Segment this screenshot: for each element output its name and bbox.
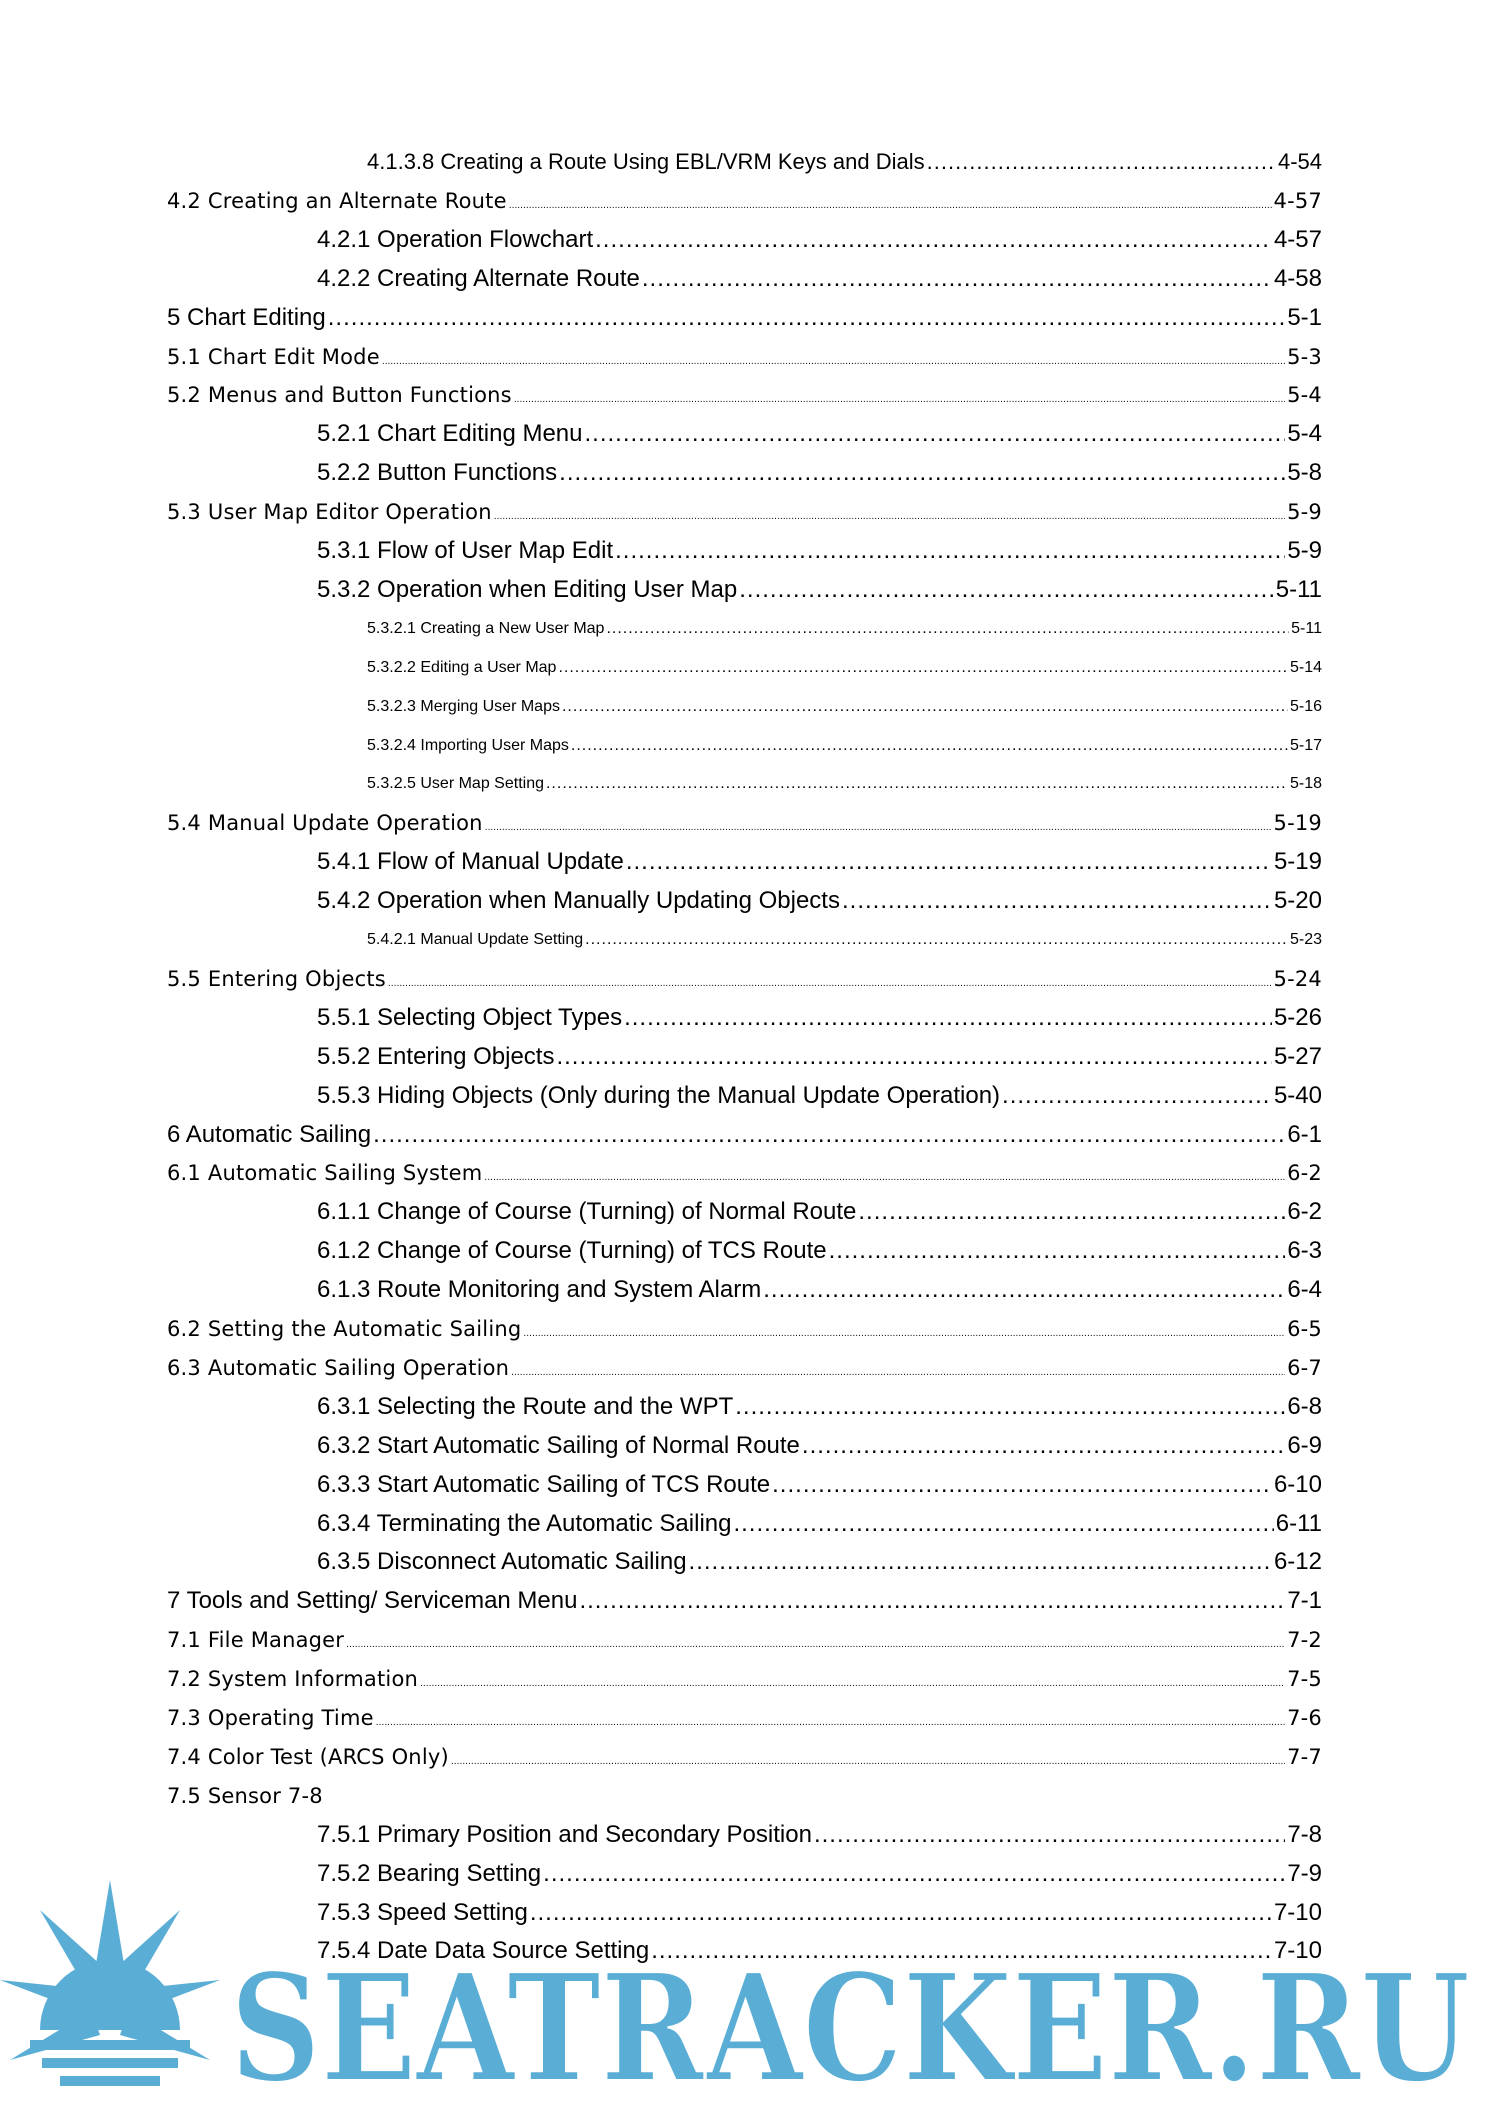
toc-entry-page: 5-9: [1287, 500, 1322, 525]
dot-leader: [772, 1466, 1272, 1504]
toc-entry[interactable]: [167, 493, 1322, 531]
dot-leader: [514, 376, 1285, 419]
dot-leader: [388, 960, 1272, 1003]
toc-entry[interactable]: [317, 571, 1322, 609]
dot-leader: [523, 1310, 1285, 1353]
toc-entry[interactable]: [367, 727, 1322, 765]
toc-entry-title: 7.3 Operating Time: [167, 1706, 374, 1730]
dot-leader: [484, 1154, 1285, 1197]
toc-entry[interactable]: [167, 182, 1322, 220]
toc-entry-title: 5 Chart Editing: [167, 303, 326, 331]
toc-entry[interactable]: [167, 1310, 1322, 1348]
toc-entry-page: 6-5: [1287, 1317, 1322, 1341]
dot-leader: [546, 765, 1288, 803]
toc-entry-page: 5-9: [1287, 537, 1322, 564]
toc-entry-title: 6.2 Setting the Automatic Sailing: [167, 1317, 522, 1341]
toc-entry[interactable]: [317, 843, 1322, 881]
toc-entry[interactable]: [367, 610, 1322, 648]
toc-entry-page: 5-24: [1273, 966, 1322, 991]
toc-entry-page: 7-10: [1273, 1898, 1322, 1926]
toc-entry-title: 6.1.1 Change of Course (Turning) of Normal Route: [317, 1198, 857, 1226]
toc-entry-title: 5.3.2.4 Importing User Maps: [367, 736, 569, 754]
toc-entry-title: 7.5.3 Speed Setting: [317, 1898, 528, 1926]
toc-entry[interactable]: [167, 1621, 1322, 1659]
toc-entry-page: 5-3: [1287, 344, 1322, 369]
dot-leader: [373, 1116, 1285, 1154]
toc-entry-title: 7.5 Sensor 7-8: [167, 1783, 323, 1808]
dot-leader: [509, 182, 1272, 225]
dot-leader: [382, 338, 1285, 381]
toc-entry-page: 6-4: [1287, 1276, 1322, 1304]
toc-entry-title: 5.3.2.5 User Map Setting: [367, 775, 544, 793]
toc-entry-title: 6.1 Automatic Sailing System: [167, 1161, 483, 1186]
toc-entry-title: 5.5.2 Entering Objects: [317, 1042, 555, 1070]
toc-entry-title: 4.2.2 Creating Alternate Route: [317, 264, 640, 292]
dot-leader: [626, 843, 1272, 881]
toc-entry-page: 7-2: [1287, 1628, 1322, 1653]
toc-entry-title: 5.3.2.3 Merging User Maps: [367, 697, 560, 715]
toc-entry-title: 7.5.4 Date Data Source Setting: [317, 1937, 650, 1965]
toc-entry-title: 5.3.2 Operation when Editing User Map: [317, 575, 738, 603]
toc-entry-title: 5.4.2 Operation when Manually Updating Objects: [317, 887, 840, 915]
dot-leader: [328, 299, 1286, 337]
toc-entry[interactable]: [317, 454, 1322, 492]
toc-entry-title: 6.3.4 Terminating the Automatic Sailing: [317, 1509, 732, 1537]
toc-entry-title: 7.4 Color Test (ARCS Only): [167, 1744, 449, 1769]
toc-entry-page: 5-40: [1273, 1081, 1322, 1109]
toc-entry-page: 5-27: [1273, 1042, 1322, 1070]
dot-leader: [556, 1038, 1271, 1076]
toc-entry[interactable]: [167, 1738, 1322, 1776]
dot-leader: [558, 649, 1288, 687]
toc-entry-page: 7-1: [1287, 1587, 1322, 1615]
toc-entry[interactable]: [317, 1271, 1322, 1309]
toc-entry-title: 5.5.3 Hiding Objects (Only during the Manual Update Operation): [317, 1081, 1001, 1109]
toc-entry[interactable]: [167, 299, 1322, 337]
toc-entry[interactable]: [167, 804, 1322, 842]
toc-entry[interactable]: [167, 1660, 1322, 1698]
toc-entry-page: 5-19: [1273, 811, 1322, 836]
toc-entry[interactable]: [317, 882, 1322, 920]
dot-leader: [642, 260, 1272, 298]
toc-entry[interactable]: [167, 376, 1322, 414]
toc-entry[interactable]: [367, 921, 1322, 959]
toc-entry-title: 6.1.2 Change of Course (Turning) of TCS Route: [317, 1237, 827, 1265]
dot-leader: [420, 1660, 1285, 1703]
dot-leader: [585, 921, 1288, 959]
toc-entry-title: 5.3.2.1 Creating a New User Map: [367, 619, 605, 637]
watermark-text: SEATRACKER.RU: [230, 1941, 1470, 2104]
toc-entry[interactable]: [367, 765, 1322, 803]
dot-leader: [739, 571, 1274, 609]
toc-entry-page: 7-5: [1287, 1667, 1322, 1692]
toc-entry-title: 6.3.1 Selecting the Route and the WPT: [317, 1392, 734, 1420]
dot-leader: [763, 1271, 1285, 1309]
toc-entry-page: 6-10: [1273, 1470, 1322, 1498]
toc-entry-page: 5-16: [1289, 697, 1322, 715]
toc-entry[interactable]: [167, 1699, 1322, 1737]
toc-entry-page: 5-1: [1287, 303, 1322, 331]
toc-entry-title: 6.3.2 Start Automatic Sailing of Normal Route: [317, 1431, 800, 1459]
toc-entry-title: 5.2.2 Button Functions: [317, 459, 558, 487]
toc-entry-title: 6.3.3 Start Automatic Sailing of TCS Route: [317, 1470, 771, 1498]
toc-entry-title: 4.1.3.8 Creating a Route Using EBL/VRM Keys and Dials: [367, 149, 925, 174]
toc-entry-page: 5-14: [1289, 658, 1322, 676]
toc-entry-title: 6.1.3 Route Monitoring and System Alarm: [317, 1276, 762, 1304]
toc-entry-title: 4.2 Creating an Alternate Route: [167, 188, 507, 213]
dot-leader: [585, 415, 1286, 453]
toc-entry[interactable]: [167, 1582, 1322, 1620]
toc-entry-page: 6-12: [1273, 1548, 1322, 1576]
toc-entry[interactable]: [317, 1543, 1322, 1581]
toc-entry[interactable]: [317, 999, 1322, 1037]
dot-leader: [814, 1816, 1285, 1854]
dot-leader: [802, 1427, 1285, 1465]
toc-entry[interactable]: [167, 1154, 1322, 1192]
toc-entry[interactable]: [317, 1232, 1322, 1270]
toc-entry-page: 6-2: [1287, 1161, 1322, 1186]
toc-entry[interactable]: [317, 532, 1322, 570]
toc-entry-page: 4-54: [1277, 149, 1322, 174]
toc-entry-page: 6-1: [1287, 1120, 1322, 1148]
toc-entry-title: 7.5.2 Bearing Setting: [317, 1859, 542, 1887]
toc-entry-title: 5.3.2.2 Editing a User Map: [367, 658, 557, 676]
toc-entry-title: 7 Tools and Setting/ Serviceman Menu: [167, 1587, 578, 1615]
toc-entry-page: 5-4: [1287, 420, 1322, 448]
toc-entry-page: 5-8: [1287, 459, 1322, 487]
dot-leader: [829, 1232, 1286, 1270]
toc-entry[interactable]: [317, 1505, 1322, 1543]
toc-entry-page: 5-11: [1291, 619, 1322, 637]
toc-entry-page: 7-7: [1287, 1744, 1322, 1769]
toc-entry[interactable]: [167, 960, 1322, 998]
dot-leader: [735, 1388, 1285, 1426]
toc-entry[interactable]: [317, 415, 1322, 453]
toc-entry-page: 6-2: [1287, 1198, 1322, 1226]
dot-leader: [571, 727, 1288, 765]
toc-entry[interactable]: [317, 1466, 1322, 1504]
sun-icon: [0, 1880, 220, 2086]
toc-entry[interactable]: [167, 1349, 1322, 1387]
dot-leader: [624, 999, 1272, 1037]
dot-leader: [733, 1505, 1273, 1543]
toc-entry[interactable]: [367, 143, 1322, 181]
dot-leader: [485, 804, 1272, 847]
toc-entry[interactable]: [167, 1116, 1322, 1154]
toc-entry-title: 5.2 Menus and Button Functions: [167, 383, 512, 408]
toc-entry-title: 7.5.1 Primary Position and Secondary Position: [317, 1820, 812, 1848]
toc-entry-page: 5-17: [1289, 736, 1322, 754]
toc-entry[interactable]: [317, 221, 1322, 259]
toc-entry-page: 4-58: [1273, 264, 1322, 292]
toc-entry[interactable]: [317, 1038, 1322, 1076]
dot-leader: [494, 493, 1285, 536]
dot-leader: [842, 882, 1272, 920]
toc-entry-page: 7-6: [1287, 1706, 1322, 1730]
dot-leader: [595, 221, 1272, 259]
watermark: [0, 1880, 1487, 2104]
toc-entry-page: 5-18: [1289, 775, 1322, 793]
dot-leader: [376, 1699, 1285, 1742]
toc-entry-title: 5.5.1 Selecting Object Types: [317, 1003, 623, 1031]
toc-entry[interactable]: [317, 1816, 1322, 1854]
toc-entry-title: 5.5 Entering Objects: [167, 966, 386, 991]
dot-leader: [559, 454, 1285, 492]
dot-leader: [615, 532, 1285, 570]
toc-entry-page: 7-8: [1287, 1820, 1322, 1848]
toc-entry-page: 5-4: [1287, 383, 1322, 408]
toc-entry-page: 4-57: [1273, 225, 1322, 253]
toc-entry-page: 5-19: [1273, 848, 1322, 876]
toc-entry-page: 6-8: [1287, 1392, 1322, 1420]
toc-entry-title: 5.3.1 Flow of User Map Edit: [317, 537, 614, 564]
toc-entry-page: 6-3: [1287, 1237, 1322, 1265]
toc-entry-title: 6.3.5 Disconnect Automatic Sailing: [317, 1548, 687, 1576]
toc-entry-page: 7-10: [1273, 1937, 1322, 1965]
toc-entry-title: 5.4 Manual Update Operation: [167, 811, 483, 836]
toc-entry[interactable]: [167, 338, 1322, 376]
toc-entry-title: 6.3 Automatic Sailing Operation: [167, 1355, 510, 1380]
toc-entry-title: 5.1 Chart Edit Mode: [167, 344, 380, 369]
toc-entry[interactable]: [317, 1193, 1322, 1231]
toc-entry-page: 7-9: [1287, 1859, 1322, 1887]
toc-entry-title: 5.4.2.1 Manual Update Setting: [367, 931, 584, 948]
dot-leader: [927, 143, 1276, 181]
toc-entry-page: 6-11: [1275, 1509, 1322, 1537]
toc-entry[interactable]: [317, 1388, 1322, 1426]
toc-entry-page: 4-57: [1273, 188, 1322, 213]
dot-leader: [1002, 1077, 1272, 1115]
toc-entry[interactable]: [167, 1777, 323, 1815]
toc-entry-title: 5.4.1 Flow of Manual Update: [317, 848, 624, 876]
toc-entry[interactable]: [317, 1427, 1322, 1465]
toc-entry-page: 6-9: [1287, 1431, 1322, 1459]
toc-entry-title: 5.3 User Map Editor Operation: [167, 500, 492, 525]
toc-entry[interactable]: [367, 649, 1322, 687]
toc-entry-page: 5-20: [1273, 887, 1322, 915]
dot-leader: [689, 1543, 1272, 1581]
toc-entry-page: 5-23: [1289, 931, 1322, 948]
toc-entry[interactable]: [317, 260, 1322, 298]
toc-entry-title: 7.2 System Information: [167, 1667, 419, 1692]
dot-leader: [579, 1582, 1285, 1620]
dot-leader: [346, 1621, 1285, 1664]
toc-entry-title: 7.1 File Manager: [167, 1628, 345, 1653]
dot-leader: [858, 1193, 1285, 1231]
toc-entry-title: 6 Automatic Sailing: [167, 1120, 372, 1148]
toc-entry[interactable]: [367, 688, 1322, 726]
dot-leader: [562, 688, 1288, 726]
dot-leader: [451, 1738, 1285, 1781]
dot-leader: [511, 1349, 1285, 1392]
toc-entry-title: 5.2.1 Chart Editing Menu: [317, 420, 583, 448]
toc-entry[interactable]: [317, 1077, 1322, 1115]
dot-leader: [606, 610, 1289, 648]
toc-entry-page: 5-26: [1273, 1003, 1322, 1031]
toc-entry-page: 5-11: [1275, 575, 1322, 603]
toc-entry-title: 4.2.1 Operation Flowchart: [317, 225, 594, 253]
toc-entry-page: 6-7: [1287, 1355, 1322, 1380]
